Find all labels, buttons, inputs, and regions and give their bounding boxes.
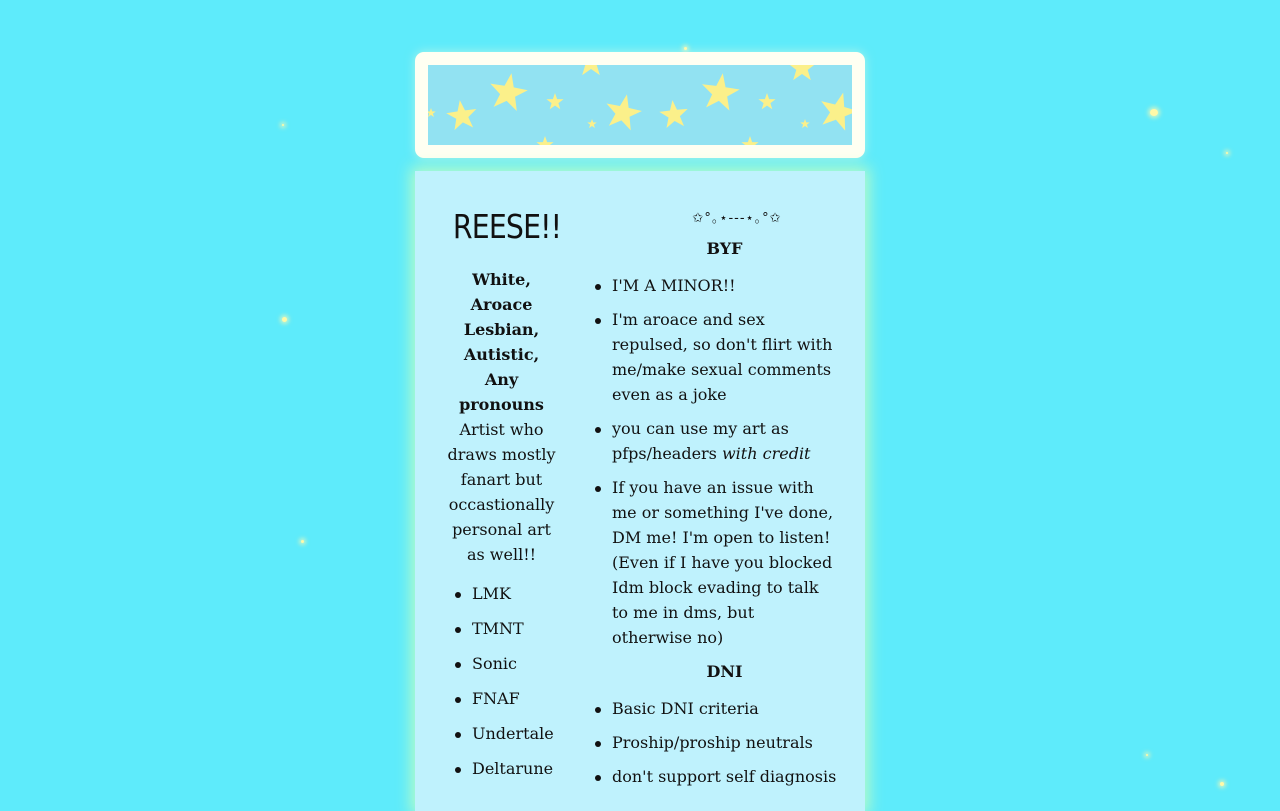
byf-item (612, 416, 837, 466)
dni-heading: DNI (706, 662, 743, 681)
sparkle-decoration (1146, 754, 1148, 756)
fandom-list (445, 581, 558, 781)
sparkle-decoration (684, 47, 687, 50)
identity-line: Aroace (470, 295, 533, 314)
byf-item: If you have an issue with me or something I've done, DM me! I'm open to listen! (Even if I have you blocked Idm block evading to talk to me in dms, but otherwise no) (612, 475, 837, 650)
identity-line: Lesbian, (463, 320, 540, 339)
dni-item: don't support self diagnosis (612, 764, 837, 789)
bio-text: Artist who draws mostly fanart but occastionally personal art as well!! (447, 420, 556, 564)
byf-item: I'M A MINOR!! (612, 273, 837, 298)
fandom-item: Sonic (472, 651, 558, 676)
rules-column (612, 207, 837, 798)
profile-panel (415, 171, 865, 811)
sparkle-decoration (1226, 152, 1228, 154)
sparkle-decoration (282, 317, 287, 322)
byf-heading: BYF (706, 239, 743, 258)
fandom-item: FNAF (472, 686, 558, 711)
fandom-item: Deltarune (472, 756, 558, 781)
dni-item: Basic DNI criteria (612, 696, 837, 721)
profile-name: REESE!! (452, 207, 562, 246)
sparkle-decoration (282, 124, 284, 126)
fandom-item: TMNT (472, 616, 558, 641)
header-banner-frame (415, 52, 865, 158)
dni-list (612, 696, 837, 789)
byf-item-emphasis: with credit (721, 444, 811, 463)
byf-item-text: you can use my art as pfps/headers (612, 419, 789, 463)
sparkle-decoration (301, 540, 304, 543)
star-pattern-banner (428, 65, 852, 145)
stars-icon (428, 65, 852, 145)
identity-line: Autistic, (463, 345, 540, 364)
byf-item: I'm aroace and sex repulsed, so don't flirt with me/make sexual comments even as a joke (612, 307, 837, 407)
fandom-item: LMK (472, 581, 558, 606)
dni-item: Proship/proship neutrals (612, 730, 837, 755)
sparkle-decoration (1220, 782, 1224, 786)
sparkle-decoration (1150, 109, 1158, 116)
identity-line: pronouns (459, 395, 544, 414)
identity-list (445, 267, 558, 417)
star-divider: ✩°｡⋆---⋆｡°✩ (692, 211, 782, 226)
profile-column (445, 201, 562, 791)
byf-list (612, 273, 837, 650)
fandom-item: Undertale (472, 721, 558, 746)
identity-line: Any (484, 370, 519, 389)
identity-line: White, (472, 270, 531, 289)
